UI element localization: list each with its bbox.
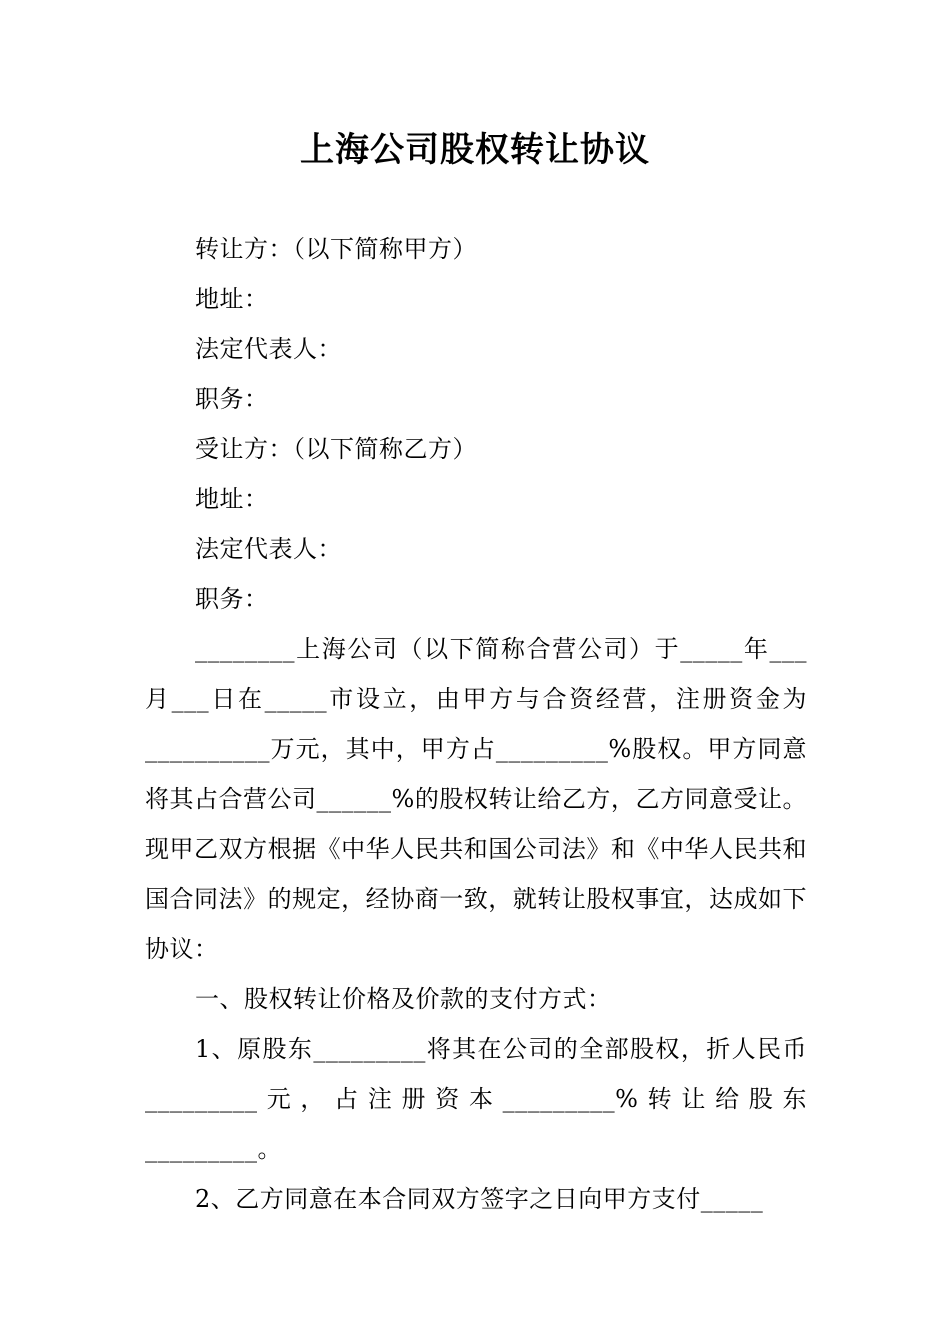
transferee-representative-line: 法定代表人： [195, 535, 342, 563]
transferee-line: 受让方：（以下简称乙方） [195, 435, 477, 463]
transferee-position-line: 职务： [195, 585, 269, 613]
intro-paragraph: ________上海公司（以下简称合营公司）于_____年___月___日在_____市设立，由甲方与合资经营，注册资金为__________万元，其中，甲方占_________%股权。甲方同意将其占合营公司______%的股权转让给乙方，乙方同意受让。现甲乙双方根据《中华人民共和国公司法》和《中华人民共和国合同法》的规定，经协商一致，就转让股权事宜，达成如下协议： [145, 635, 807, 963]
transferor-representative-line: 法定代表人： [195, 335, 342, 363]
document-title: 上海公司股权转让协议 [300, 130, 650, 170]
transferor-address-line: 地址： [195, 285, 269, 313]
clause-1: 1、原股东_________将其在公司的全部股权，折人民币_________元，占注册资本_________%转让给股东_________。 [145, 1035, 807, 1163]
section-heading-1: 一、股权转让价格及价款的支付方式： [195, 985, 612, 1013]
transferee-address-line: 地址： [195, 485, 269, 513]
transferor-position-line: 职务： [195, 385, 269, 413]
document-body [145, 224, 807, 1224]
clause-2: 2、乙方同意在本合同双方签字之日向甲方支付_____ [195, 1185, 764, 1213]
transferor-line: 转让方：（以下简称甲方） [195, 235, 477, 263]
